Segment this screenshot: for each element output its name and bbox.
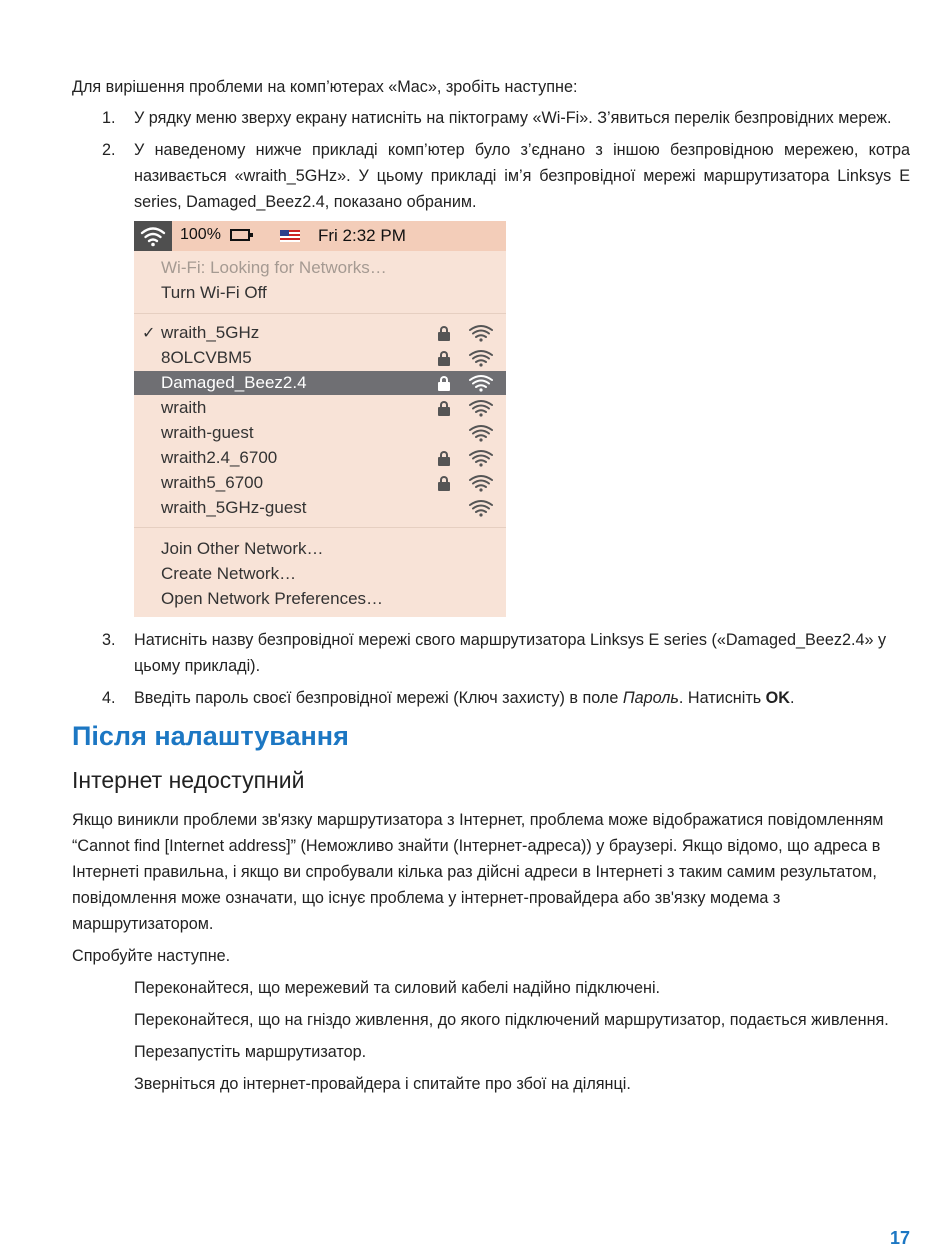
step-text-pre: Введіть пароль своєї безпровідної мережі (Ключ захисту) в поле (134, 689, 623, 707)
step-number: 3. (102, 631, 116, 649)
suggestion-item: Зверніться до інтернет-провайдера і спитайте про збої на ділянці. (134, 1075, 631, 1093)
steps-list-continued (72, 627, 910, 711)
suggestion-item: Перезапустіть маршрутизатор. (134, 1043, 367, 1061)
lock-icon (438, 382, 450, 391)
step-text: Натисніть назву безпровідної мережі свого маршрутизатора Linksys E series («Damaged_Beez2.4» у цьому прикладі). (134, 631, 887, 675)
step-text-italic: Пароль (622, 689, 679, 707)
step-text: У рядку меню зверху екрану натисніть на піктограму «Wi-Fi». З’явиться перелік безпровідних мереж. (134, 109, 892, 127)
wifi-status: Wi-Fi: Looking for Networks… (161, 258, 387, 277)
wifi-signal-icon (468, 423, 494, 448)
turn-wifi-off-item[interactable]: Turn Wi-Fi Off (161, 283, 267, 302)
lock-icon (438, 457, 450, 466)
network-name: wraith (161, 398, 207, 417)
step-number: 1. (102, 109, 116, 127)
intro-text: Для вирішення проблеми на комп’ютерах «Mac», зробіть наступне: (72, 78, 578, 96)
network-name: wraith_5GHz (161, 323, 260, 342)
suggestion-list (72, 975, 910, 1097)
page-number: 17 (889, 1228, 910, 1248)
suggestion-item: Переконайтеся, що на гніздо живлення, до якого підключений маршрутизатор, подається живлення. (134, 1011, 889, 1029)
suggestion-item: Переконайтеся, що мережевий та силовий кабелі надійно підключені. (134, 979, 661, 997)
step-text: У наведеному нижче прикладі комп’ютер було з’єднано з іншою безпровідною мережею, котра називається «wraith_5GHz». У цьому прикладі ім’я безпровідної мережі маршрутизатора Linksys E series, Damaged_Beez2.4, показано обраним. (134, 141, 910, 211)
menu-separator (134, 527, 506, 528)
battery-icon (230, 229, 250, 241)
step-item (72, 627, 910, 679)
document-page (72, 74, 910, 1103)
open-network-preferences-item[interactable]: Open Network Preferences… (161, 589, 384, 608)
subsection-title: Інтернет недоступний (72, 767, 305, 793)
section-title: Після налаштування (72, 721, 349, 751)
step-text-post: . (789, 689, 795, 707)
network-name: wraith2.4_6700 (161, 448, 278, 467)
wifi-signal-icon (468, 473, 494, 498)
us-flag-icon (280, 230, 300, 242)
network-name: Damaged_Beez2.4 (161, 373, 307, 392)
steps-list (72, 105, 910, 215)
wifi-signal-icon (468, 348, 494, 373)
body-paragraph: Якщо виникли проблеми зв'язку маршрутизатора з Інтернет, проблема може відображатися повідомленням “Cannot find [Internet address]” (Неможливо знайти (Інтернет-адреса)) у браузері. Якщо відомо, що адреса в Інтернеті правильна, і якщо ви спробували кілька раз дійсні адреси в Інтернеті з таким самим результатом, повідомлення може означати, що існує проблема у інтернет-провайдера або зв'язку модема з маршрутизатором. (72, 811, 884, 933)
wifi-menu-screenshot (72, 221, 910, 617)
wifi-signal-icon (468, 498, 494, 523)
wifi-dropdown-menu (134, 221, 506, 617)
checkmark-icon: ✓ (142, 325, 156, 342)
network-name: 8OLCVBM5 (161, 348, 252, 367)
step-number: 2. (102, 141, 116, 159)
network-name: wraith5_6700 (161, 473, 264, 492)
step-text-bold: OK (765, 689, 790, 707)
network-name: wraith-guest (161, 423, 254, 442)
wifi-signal-icon (468, 448, 494, 473)
wifi-icon[interactable] (134, 221, 172, 251)
wifi-signal-icon (468, 373, 494, 398)
lock-icon (438, 332, 450, 341)
wifi-signal-icon (468, 398, 494, 423)
lock-icon (438, 357, 450, 366)
step-item (72, 137, 910, 215)
step-item (72, 105, 910, 131)
lock-icon (438, 407, 450, 416)
join-other-network-item[interactable]: Join Other Network… (161, 539, 324, 558)
try-next-text: Спробуйте наступне. (72, 947, 231, 965)
lock-icon (438, 482, 450, 491)
create-network-item[interactable]: Create Network… (161, 564, 297, 583)
network-name: wraith_5GHz-guest (161, 498, 307, 517)
step-number: 4. (102, 689, 116, 707)
step-text-mid: . Натисніть (678, 689, 766, 707)
menu-bar (134, 221, 506, 251)
battery-percent: 100% (180, 226, 221, 243)
menu-clock: Fri 2:32 PM (318, 226, 406, 245)
menu-separator (134, 313, 506, 314)
step-item (72, 685, 910, 711)
wifi-signal-icon (468, 323, 494, 348)
